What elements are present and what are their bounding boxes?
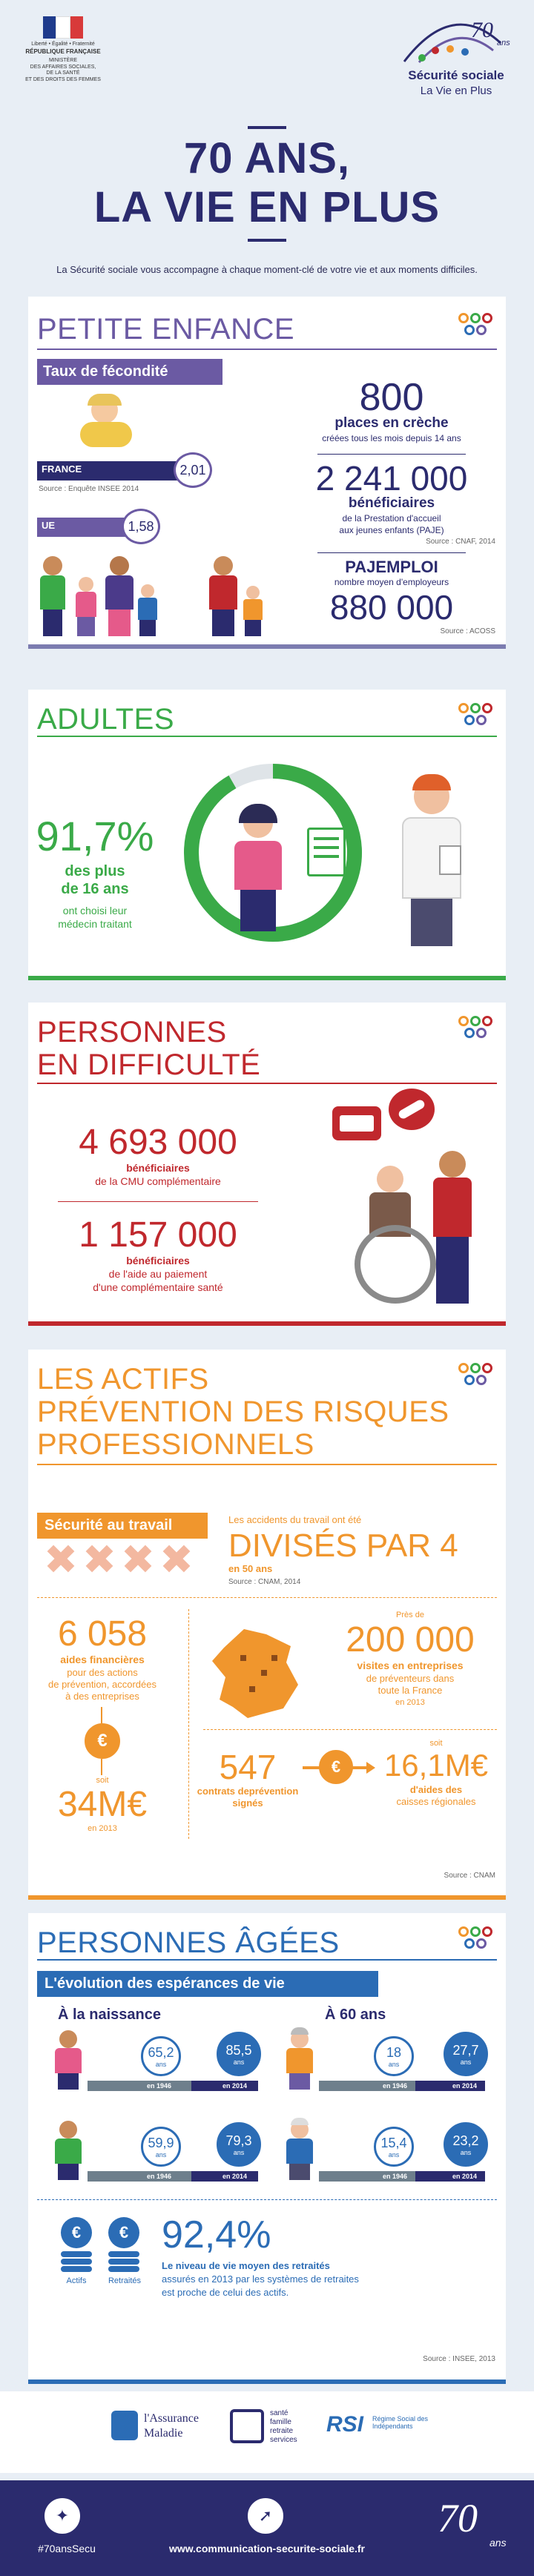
msa-line3: retraite — [270, 2427, 294, 2435]
rings-icon — [458, 1016, 492, 1046]
aides-value: 6 058 — [57, 1614, 148, 1654]
france-label: FRANCE — [42, 463, 82, 475]
soit2-text: soit — [429, 1739, 443, 1748]
bubble-soixante-h-1946 — [374, 2127, 414, 2167]
divider — [317, 454, 466, 455]
unit: ans — [155, 2060, 167, 2068]
m34-year: en 2013 — [88, 1824, 117, 1833]
contrats-label2: signés — [232, 1797, 263, 1809]
msa-logo — [230, 2406, 319, 2458]
adultes-line3: ont choisi leur — [62, 905, 128, 917]
checklist-icon — [307, 828, 346, 876]
title-underline — [37, 1959, 497, 1961]
patient-icon — [227, 808, 294, 934]
cmu-value: 4 693 000 — [79, 1123, 237, 1162]
page-title-line2: LA VIE EN PLUS — [93, 183, 441, 231]
pajemploi-source: Source : ACOSS — [440, 627, 495, 635]
rsi-logo — [326, 2406, 430, 2458]
bubble-naissance-f-2014 — [217, 2032, 261, 2076]
section-ages — [28, 1913, 506, 2384]
aides-sub3: à des entreprises — [65, 1691, 139, 1702]
bandage-icons — [46, 1544, 209, 1573]
euro-symbol: € — [331, 1757, 341, 1776]
unit: ans — [388, 2060, 400, 2068]
pill-bubble-icon — [389, 1089, 435, 1130]
title-underline — [37, 1083, 497, 1084]
cursor-icon: ➚ — [248, 2498, 283, 2534]
arrow-head — [366, 1762, 375, 1774]
msa-line2: famille — [270, 2418, 291, 2426]
m16-value: 16,1M€ — [383, 1748, 489, 1783]
m16-label2: caisses régionales — [396, 1796, 476, 1807]
acs-sub1: de l'aide au paiement — [108, 1268, 208, 1280]
section-title-line2: EN DIFFICULTÉ — [37, 1048, 261, 1081]
retraite-percent: 92,4% — [162, 2213, 271, 2256]
unit: ans — [233, 2148, 245, 2156]
creche-label: places en crèche — [334, 415, 449, 431]
label-2014: en 2014 — [222, 2082, 248, 2090]
pajemploi-label: PAJEMPLOI — [345, 558, 438, 576]
section-title-line2: PRÉVENTION DES RISQUES — [37, 1396, 449, 1428]
ue-value: 1,58 — [128, 518, 154, 534]
paje-sub2: aux jeunes enfants (PAJE) — [339, 525, 444, 535]
divider — [37, 1597, 497, 1598]
msa-line4: services — [270, 2436, 297, 2444]
label-1946: en 1946 — [147, 2082, 172, 2090]
france-map-icon — [203, 1625, 307, 1722]
footer-logo-num: 70 — [438, 2496, 478, 2540]
euro-symbol: € — [71, 2223, 82, 2242]
gov-line: RÉPUBLIQUE FRANÇAISE — [25, 47, 101, 55]
source-cnam2: Source : CNAM — [444, 1872, 495, 1880]
value: 79,3 — [225, 2133, 252, 2148]
partners-row — [0, 2391, 534, 2473]
page-title-line1: 70 ANS, — [183, 134, 351, 182]
naissance-label: À la naissance — [58, 2007, 161, 2023]
adultes-line2: de 16 ans — [61, 881, 129, 897]
bubble-naissance-h-1946 — [141, 2127, 181, 2167]
footer-logo-ans: ans — [490, 2537, 507, 2549]
website-url[interactable]: www.communication-securite-sociale.fr — [169, 2543, 365, 2554]
value: 18 — [386, 2044, 402, 2060]
logo-title: Sécurité sociale — [408, 68, 504, 82]
euro-bag-icon — [85, 1723, 120, 1759]
section-title: PERSONNES ÂGÉES — [37, 1926, 340, 1959]
retraites-label: Retraités — [108, 2276, 142, 2285]
card-bubble-icon — [332, 1106, 381, 1140]
intro-text: La Sécurité sociale vous accompagne à chaque moment-clé de votre vie et aux moments difficiles. — [56, 264, 478, 275]
retraite-line1: Le niveau de vie moyen des retraités — [162, 2260, 330, 2271]
section-title-line1: PERSONNES — [37, 1016, 227, 1048]
soit1-text: soit — [96, 1776, 109, 1785]
label-1946: en 1946 — [383, 2082, 408, 2090]
man-icon — [53, 2121, 83, 2180]
secu-logo — [389, 10, 515, 107]
bubble-soixante-f-2014 — [444, 2032, 488, 2076]
adultes-line4: médecin traitant — [58, 918, 132, 930]
unit: ans — [460, 2148, 472, 2156]
ue-value-bubble — [122, 509, 160, 544]
gov-line: ET DES DROITS DES FEMMES — [25, 77, 101, 82]
secu-arc-icon — [397, 13, 508, 65]
visites-sub1: de préventeurs dans — [366, 1673, 455, 1684]
unit: ans — [388, 2150, 400, 2159]
section-title-line3: PROFESSIONNELS — [37, 1428, 314, 1461]
title-rule-bottom — [248, 239, 286, 242]
actifs-label: Actifs — [66, 2276, 87, 2285]
logo-ans: ans — [497, 39, 510, 47]
label-2014: en 2014 — [452, 2082, 478, 2090]
unit: ans — [233, 2058, 245, 2066]
divises-sub: en 50 ans — [228, 1563, 273, 1574]
value: 65,2 — [148, 2044, 174, 2060]
fecondite-label: Taux de fécondité — [37, 359, 222, 385]
msa-icon — [230, 2409, 264, 2443]
visites-value: 200 000 — [346, 1620, 475, 1659]
logo-subtitle: La Vie en Plus — [420, 85, 492, 97]
label-1946: en 1946 — [147, 2173, 172, 2180]
cmu-label: bénéficiaires — [126, 1162, 190, 1174]
paje-sub1: de la Prestation d'accueil — [342, 513, 441, 524]
bubble-soixante-h-2014 — [444, 2122, 488, 2167]
source-insee: Source : Enquête INSEE 2014 — [39, 485, 139, 493]
m34-value: 34M€ — [57, 1785, 148, 1824]
gov-line: MINISTÈRE — [48, 57, 78, 63]
euro-symbol: € — [97, 1731, 108, 1751]
aides-sub2: de prévention, accordées — [48, 1679, 156, 1690]
m16-label1: d'aides des — [409, 1784, 463, 1795]
euro-symbol: € — [119, 2223, 129, 2242]
visites-sub2: toute la France — [378, 1685, 443, 1696]
down-arrow — [101, 1759, 102, 1775]
old-woman-icon — [285, 2030, 314, 2090]
evolution-label: L'évolution des espérances de vie — [37, 1971, 378, 1997]
adultes-percent: 91,7% — [36, 813, 154, 859]
hashtag[interactable]: #70ansSecu — [38, 2543, 96, 2554]
adultes-line1: des plus — [65, 863, 125, 879]
value: 27,7 — [452, 2042, 479, 2058]
creche-sub: créées tous les mois depuis 14 ans — [322, 433, 461, 443]
visites-year: en 2013 — [395, 1698, 425, 1707]
accidents-text: Les accidents du travail ont été — [228, 1514, 362, 1525]
divises-text: DIVISÉS PAR 4 — [228, 1528, 458, 1564]
doctor-icon — [392, 779, 473, 949]
paje-value: 2 241 000 — [315, 459, 468, 498]
section-adultes — [28, 690, 506, 980]
value: 59,9 — [148, 2135, 174, 2150]
rings-icon — [458, 313, 492, 343]
bubble-soixante-f-1946 — [374, 2036, 414, 2076]
value: 15,4 — [380, 2135, 407, 2150]
old-man-icon — [285, 2121, 314, 2180]
svg-text:70: 70 — [471, 18, 493, 42]
france-value: 2,01 — [179, 462, 206, 478]
rings-icon — [458, 1363, 492, 1393]
france-bar — [37, 461, 193, 480]
contrats-label1: contrats deprévention — [197, 1786, 299, 1797]
divider — [58, 1201, 258, 1202]
bar-1946-naissance-h — [88, 2171, 191, 2182]
section-actifs — [28, 1350, 506, 1900]
divider — [203, 1729, 497, 1730]
down-arrow — [101, 1707, 102, 1723]
assurance-line2: Maladie — [144, 2427, 183, 2440]
header — [0, 0, 534, 289]
section-petite-enfance — [28, 297, 506, 649]
securite-label: Sécurité au travail — [37, 1513, 208, 1539]
assurance-line1: l'Assurance — [144, 2412, 199, 2425]
family-icon — [43, 556, 184, 638]
msa-line1: santé — [270, 2409, 289, 2417]
cmu-sub: de la CMU complémentaire — [95, 1175, 221, 1187]
rsi-name: RSI — [326, 2412, 364, 2437]
assurance-icon — [111, 2411, 138, 2440]
rings-icon — [458, 703, 492, 733]
label-2014: en 2014 — [222, 2173, 248, 2180]
title-underline — [37, 1464, 497, 1465]
footer — [0, 2480, 534, 2576]
ages-source: Source : INSEE, 2013 — [423, 2355, 495, 2363]
value: 23,2 — [452, 2133, 479, 2148]
soixante-label: À 60 ans — [325, 2007, 386, 2023]
gov-line: DES AFFAIRES SOCIALES, — [30, 64, 96, 70]
unit: ans — [460, 2058, 472, 2066]
contrats-value: 547 — [219, 1748, 277, 1786]
father-child-icon — [206, 556, 273, 638]
retraite-line2: assurés en 2013 par les systèmes de retraites — [162, 2273, 359, 2285]
paje-label: bénéficiaires — [348, 495, 435, 511]
divider — [37, 2199, 497, 2200]
value: 85,5 — [225, 2042, 252, 2058]
title-underline — [37, 736, 497, 737]
source-cnam: Source : CNAM, 2014 — [228, 1578, 301, 1586]
label-1946: en 1946 — [383, 2173, 408, 2180]
bar-1946-naissance-f — [88, 2081, 191, 2091]
aides-label: aides financières — [60, 1654, 145, 1665]
section-title-line1: LES ACTIFS — [37, 1363, 209, 1396]
assurance-maladie-logo — [111, 2406, 222, 2458]
twitter-icon[interactable]: ✦ — [44, 2498, 80, 2534]
rsi-sub: Régime Social des Indépendants — [372, 2415, 429, 2430]
acs-sub2: d'une complémentaire santé — [93, 1281, 223, 1293]
gov-line: DE LA SANTÉ — [46, 70, 80, 76]
elderly-wheelchair-icon — [347, 1151, 495, 1307]
ue-label: UE — [42, 520, 56, 531]
france-value-bubble — [174, 452, 212, 488]
pajemploi-sub: nombre moyen d'employeurs — [334, 577, 449, 587]
visites-label: visites en entreprises — [357, 1659, 464, 1671]
euro-bag-icon — [319, 1750, 353, 1784]
divider — [317, 552, 466, 553]
bubble-naissance-f-1946 — [141, 2036, 181, 2076]
creche-value: 800 — [359, 376, 424, 419]
retraite-line3: est proche de celui des actifs. — [162, 2287, 289, 2298]
acs-label: bénéficiaires — [126, 1255, 190, 1266]
unit: ans — [155, 2150, 167, 2159]
label-2014: en 2014 — [452, 2173, 478, 2180]
pajemploi-value: 880 000 — [329, 588, 454, 627]
paje-source: Source : CNAF, 2014 — [426, 538, 495, 546]
section-title: PETITE ENFANCE — [37, 313, 295, 346]
section-difficulte — [28, 1003, 506, 1326]
baby-icon — [73, 397, 139, 456]
bubble-naissance-h-2014 — [217, 2122, 261, 2167]
title-underline — [37, 349, 497, 350]
rings-icon — [458, 1926, 492, 1956]
title-rule — [248, 126, 286, 129]
woman-icon — [53, 2030, 83, 2090]
aides-sub1: pour des actions — [67, 1667, 138, 1678]
acs-value: 1 157 000 — [79, 1215, 237, 1255]
pres-de: Près de — [396, 1611, 424, 1619]
republic-logo — [22, 16, 104, 98]
flag-mark — [43, 16, 83, 39]
gov-line: Liberté • Égalité • Fraternité — [31, 42, 95, 47]
section-title: ADULTES — [37, 703, 175, 736]
